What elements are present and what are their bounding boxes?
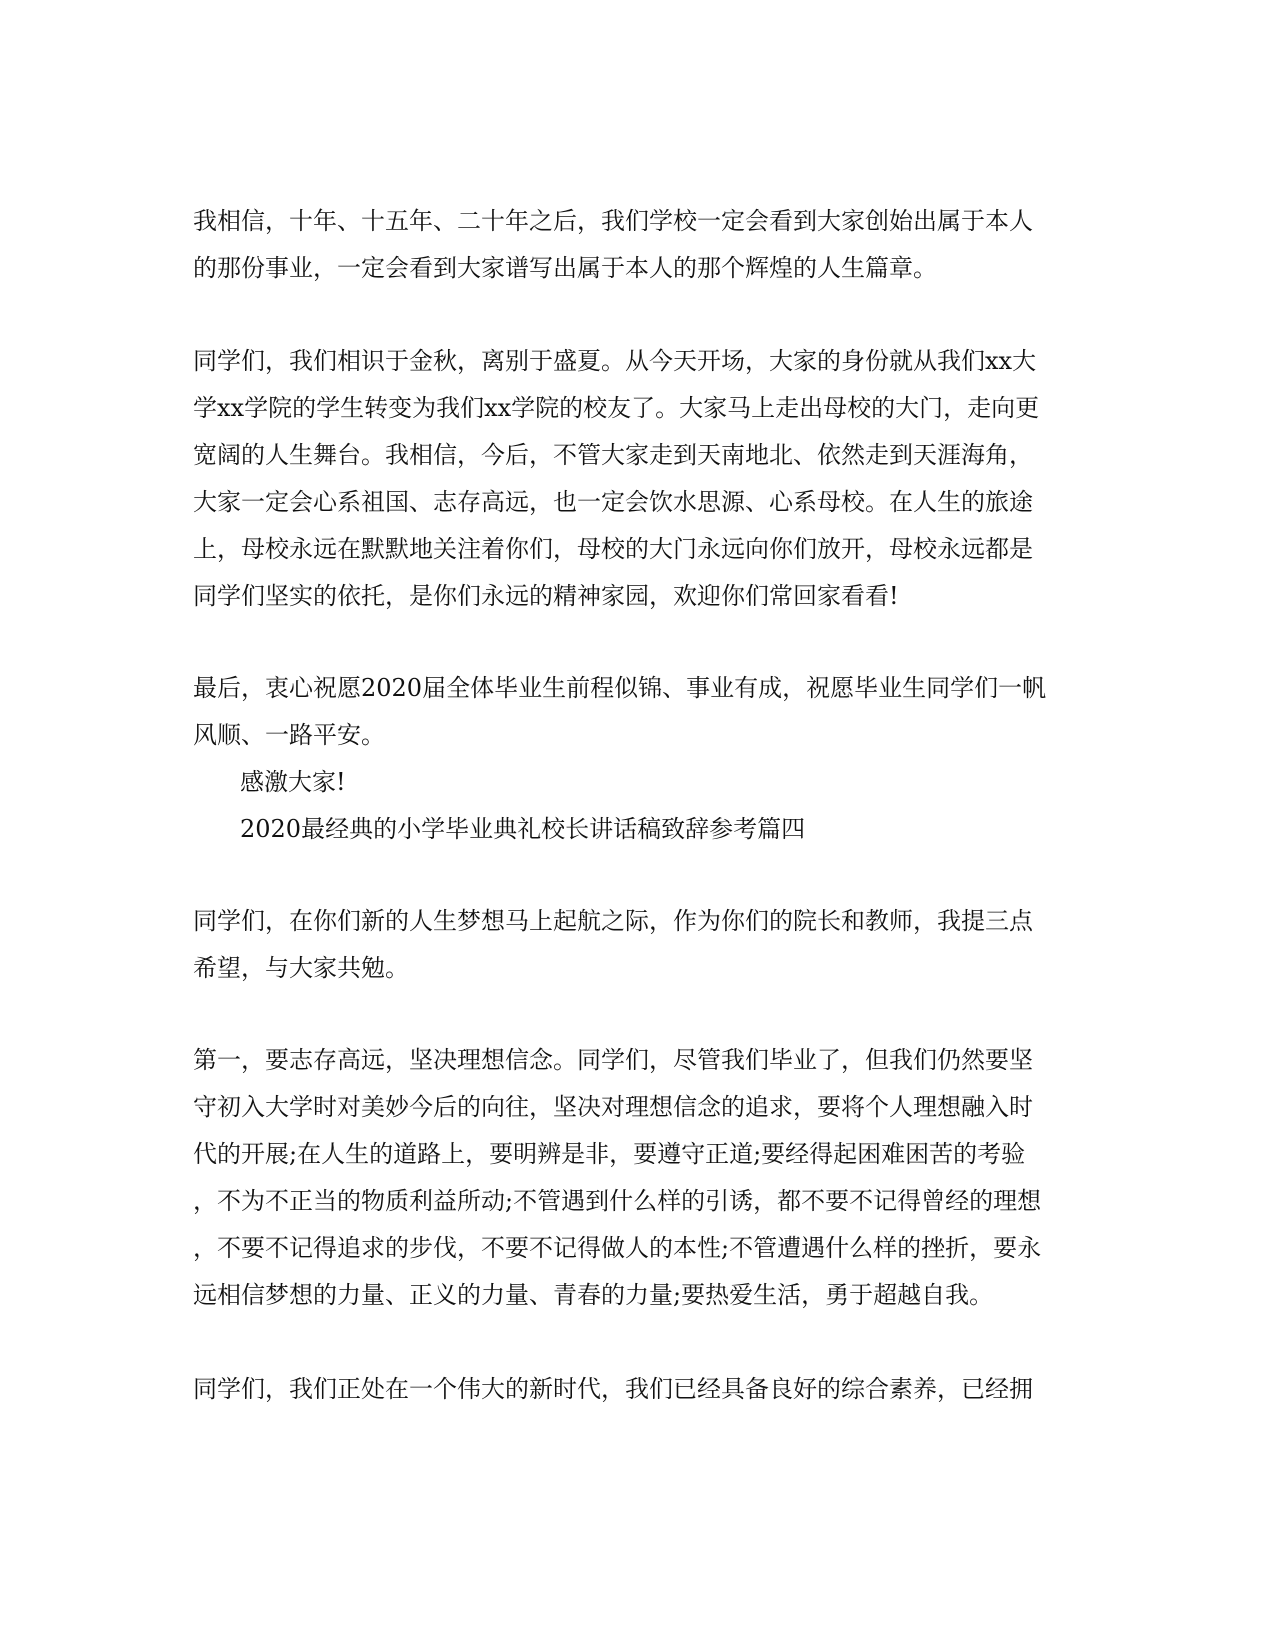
text-line: 风顺、一路平安。 xyxy=(193,721,385,749)
text-line: 希望，与大家共勉。 xyxy=(193,954,409,982)
text-line: 远相信梦想的力量、正义的力量、青春的力量;要热爱生活，勇于超越自我。 xyxy=(193,1281,994,1309)
text-line: 我相信，十年、十五年、二十年之后，我们学校一定会看到大家创始出属于本人 xyxy=(193,207,1033,235)
closing-line: 感激大家! xyxy=(240,768,346,796)
text-line: 同学们，我们相识于金秋，离别于盛夏。从今天开场，大家的身份就从我们xx大 xyxy=(193,347,1037,375)
text-line: 同学们，在你们新的人生梦想马上起航之际，作为你们的院长和教师，我提三点 xyxy=(193,907,1033,935)
text-line: 第一，要志存高远，坚决理想信念。同学们，尽管我们毕业了，但我们仍然要坚 xyxy=(193,1046,1033,1074)
text-line: 同学们坚实的依托，是你们永远的精神家园，欢迎你们常回家看看! xyxy=(193,582,899,610)
text-line: 最后，衷心祝愿2020届全体毕业生前程似锦、事业有成，祝愿毕业生同学们一帆 xyxy=(193,674,1047,702)
text-line: 上，母校永远在默默地关注着你们，母校的大门永远向你们放开，母校永远都是 xyxy=(193,535,1033,563)
text-line: 代的开展;在人生的道路上，要明辨是非，要遵守正道;要经得起困难困苦的考验 xyxy=(193,1140,1026,1168)
text-line: 大家一定会心系祖国、志存高远，也一定会饮水思源、心系母校。在人生的旅途 xyxy=(193,488,1033,516)
text-line: 的那份事业，一定会看到大家谱写出属于本人的那个辉煌的人生篇章。 xyxy=(193,254,937,282)
text-line: 同学们，我们正处在一个伟大的新时代，我们已经具备良好的综合素养，已经拥 xyxy=(193,1375,1033,1403)
text-line: 宽阔的人生舞台。我相信，今后，不管大家走到天南地北、依然走到天涯海角， xyxy=(193,441,1033,469)
text-line: 守初入大学时对美妙今后的向往，坚决对理想信念的追求，要将个人理想融入时 xyxy=(193,1093,1033,1121)
section-heading: 2020最经典的小学毕业典礼校长讲话稿致辞参考篇四 xyxy=(240,815,806,843)
text-line: ，不为不正当的物质利益所动;不管遇到什么样的引诱，都不要不记得曾经的理想 xyxy=(193,1187,1042,1215)
text-line: 学xx学院的学生转变为我们xx学院的校友了。大家马上走出母校的大门，走向更 xyxy=(193,394,1040,422)
text-line: ，不要不记得追求的步伐，不要不记得做人的本性;不管遭遇什么样的挫折，要永 xyxy=(193,1234,1042,1262)
